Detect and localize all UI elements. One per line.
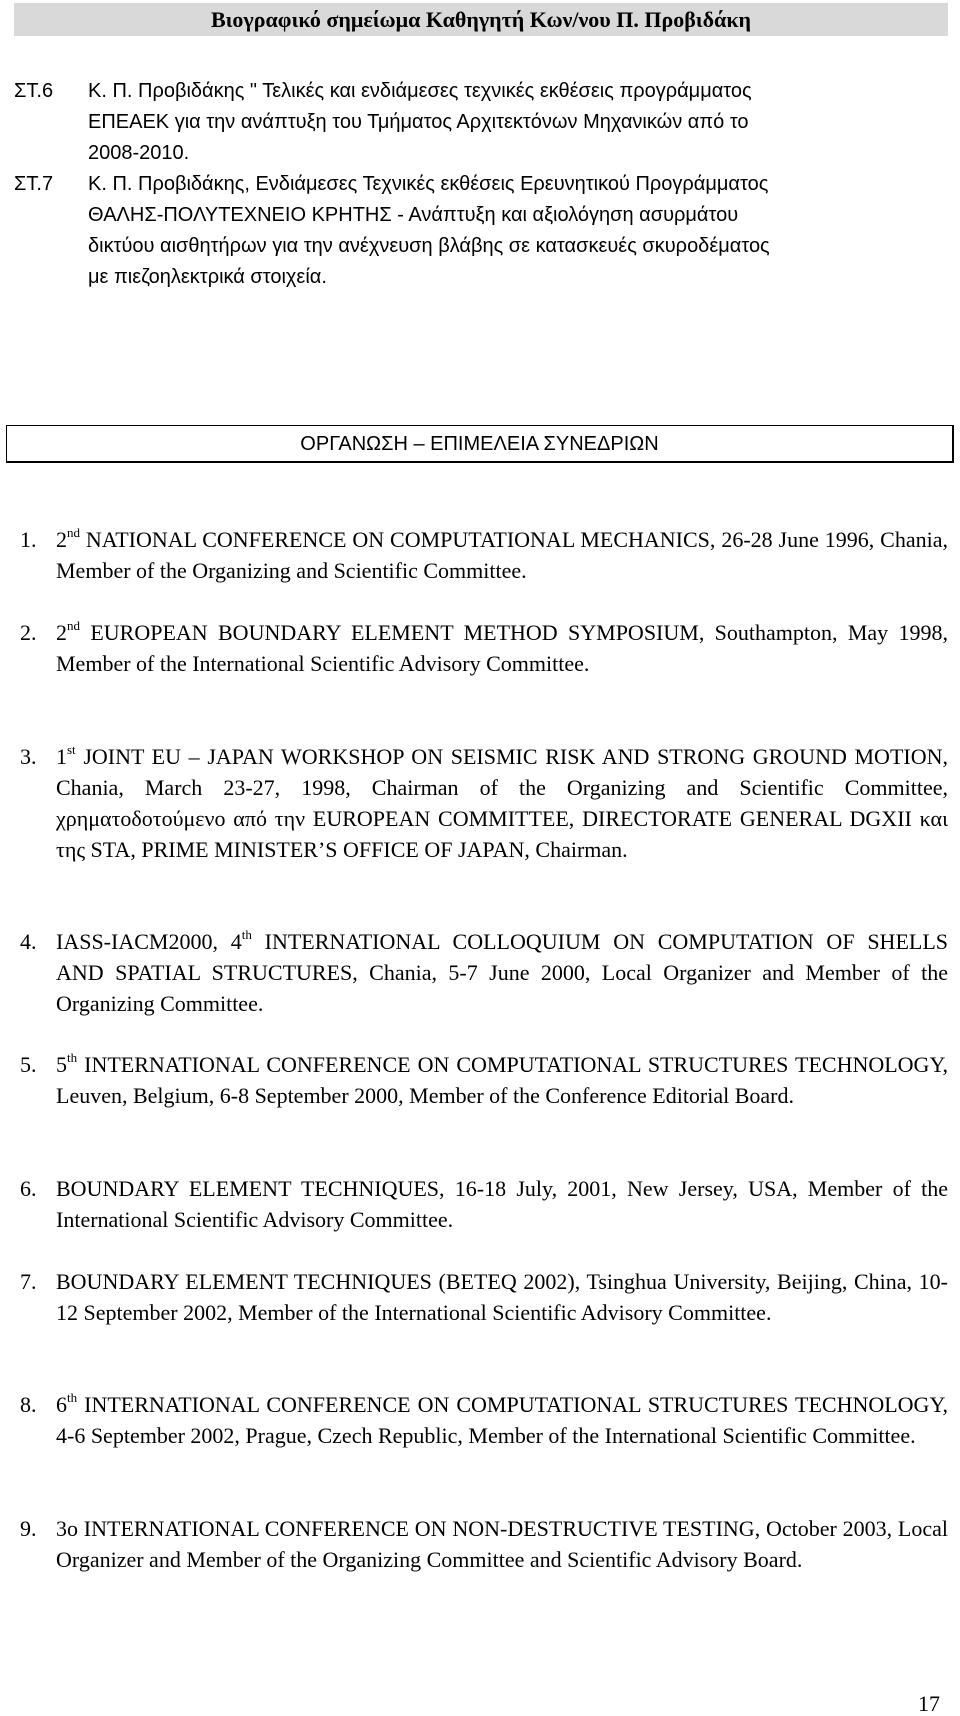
item-superscript: st	[67, 742, 76, 757]
item-lead: 6	[56, 1392, 67, 1417]
conference-item-8	[20, 1389, 948, 1451]
item-number: 4.	[20, 929, 37, 954]
conference-item-3	[20, 741, 948, 865]
report-text	[88, 169, 948, 293]
report-line: με πιεζοηλεκτρικά στοιχεία.	[88, 266, 327, 288]
report-code: ΣΤ.6	[14, 80, 54, 102]
report-line: δικτύου αισθητήρων για την ανέχνευση βλάβης σε κατασκευές σκυροδέματος	[88, 235, 770, 257]
item-rest: NATIONAL CONFERENCE ON COMPUTATIONAL MECHANICS, 26-28 June 1996, Chania, Member of the Organizing and Scientific Committee.	[56, 527, 948, 583]
conference-item-9	[20, 1513, 948, 1575]
conference-item-5	[20, 1049, 948, 1111]
report-line: ΘΑΛΗΣ-ΠΟΛΥΤΕΧΝΕΙΟ ΚΡΗΤΗΣ - Ανάπτυξη και αξιολόγηση ασυρμάτου	[88, 204, 739, 226]
report-code: ΣΤ.7	[14, 173, 54, 195]
item-lead: 5	[56, 1052, 67, 1077]
report-line: ΕΠΕΑΕΚ για την ανάπτυξη του Τμήματος Αρχιτεκτόνων Μηχανικών από το	[88, 111, 749, 133]
item-number: 2.	[20, 620, 37, 645]
item-number: 8.	[20, 1392, 37, 1417]
report-line: 2008-2010.	[88, 142, 190, 164]
item-rest: INTERNATIONAL CONFERENCE ON COMPUTATIONAL STRUCTURES TECHNOLOGY, Leuven, Belgium, 6-8 September 2000, Member of the Conference Editorial Board.	[56, 1052, 948, 1108]
report-text	[88, 76, 948, 169]
item-lead: IASS-IACM2000, 4	[56, 929, 242, 954]
item-text	[56, 1049, 948, 1111]
item-number: 6.	[20, 1176, 37, 1201]
section-heading: ΟΡΓΑΝΩΣΗ – ΕΠΙΜΕΛΕΙΑ ΣΥΝΕΔΡΙΩΝ	[6, 425, 954, 463]
item-superscript: nd	[67, 525, 80, 540]
item-text: BOUNDARY ELEMENT TECHNIQUES, 16-18 July, 2001, New Jersey, USA, Member of the International Scientific Advisory Committee.	[56, 1176, 948, 1232]
item-lead: 2	[56, 620, 67, 645]
item-text	[56, 617, 948, 679]
item-text: 3o INTERNATIONAL CONFERENCE ON NON-DESTRUCTIVE TESTING, October 2003, Local Organizer and Member of the Organizing Committee and Scientific Advisory Board.	[56, 1516, 948, 1572]
item-superscript: th	[67, 1050, 78, 1065]
item-rest: JOINT EU – JAPAN WORKSHOP ON SEISMIC RISK AND STRONG GROUND MOTION, Chania, March 23-27, 1998, Chairman of the Organizing and Scientific Committee, χρηματοδοτούμενο από την EUROPEAN COMMITTEE, DIRECTORATE GENERAL DGXII και της STA, PRIME MINISTER’S OFFICE OF JAPAN, Chairman.	[56, 744, 948, 862]
item-number: 5.	[20, 1052, 37, 1077]
report-entry-st6	[14, 76, 948, 169]
conference-item-6	[20, 1173, 948, 1235]
item-superscript: nd	[67, 618, 80, 633]
item-rest: INTERNATIONAL COLLOQUIUM ON COMPUTATION OF SHELLS AND SPATIAL STRUCTURES, Chania, 5-7 June 2000, Local Organizer and Member of the Organizing Committee.	[56, 929, 948, 1016]
report-entry-st7	[14, 169, 948, 293]
item-superscript: th	[241, 927, 252, 942]
item-text	[56, 524, 948, 586]
page-number: 17	[918, 1691, 940, 1716]
document-header: Βιογραφικό σημείωμα Καθηγητή Κων/νου Π. Προβιδάκη	[14, 3, 948, 36]
item-number: 3.	[20, 744, 37, 769]
conference-item-1	[20, 524, 948, 586]
item-number: 1.	[20, 527, 37, 552]
conference-item-2	[20, 617, 948, 679]
conference-item-4	[20, 926, 948, 1019]
item-lead: 1	[56, 744, 67, 769]
item-superscript: th	[67, 1390, 78, 1405]
item-number: 7.	[20, 1269, 37, 1294]
report-line: Κ. Π. Προβιδάκης " Τελικές και ενδιάμεσες τεχνικές εκθέσεις προγράμματος	[88, 80, 752, 102]
item-number: 9.	[20, 1516, 37, 1541]
item-text	[56, 1389, 948, 1451]
item-rest: INTERNATIONAL CONFERENCE ON COMPUTATIONAL STRUCTURES TECHNOLOGY, 4-6 September 2002, Prague, Czech Republic, Member of the International Scientific Committee.	[56, 1392, 948, 1448]
conference-item-7	[20, 1266, 948, 1328]
item-text	[56, 926, 948, 1019]
report-line: Κ. Π. Προβιδάκης, Ενδιάμεσες Τεχνικές εκθέσεις Ερευνητικού Προγράμματος	[88, 173, 769, 195]
item-rest: EUROPEAN BOUNDARY ELEMENT METHOD SYMPOSIUM, Southampton, May 1998, Member of the International Scientific Advisory Committee.	[56, 620, 948, 676]
item-text: BOUNDARY ELEMENT TECHNIQUES (BETEQ 2002), Tsinghua University, Beijing, China, 10-12 September 2002, Member of the International Scientific Advisory Committee.	[56, 1269, 948, 1325]
item-text	[56, 741, 948, 865]
item-lead: 2	[56, 527, 67, 552]
